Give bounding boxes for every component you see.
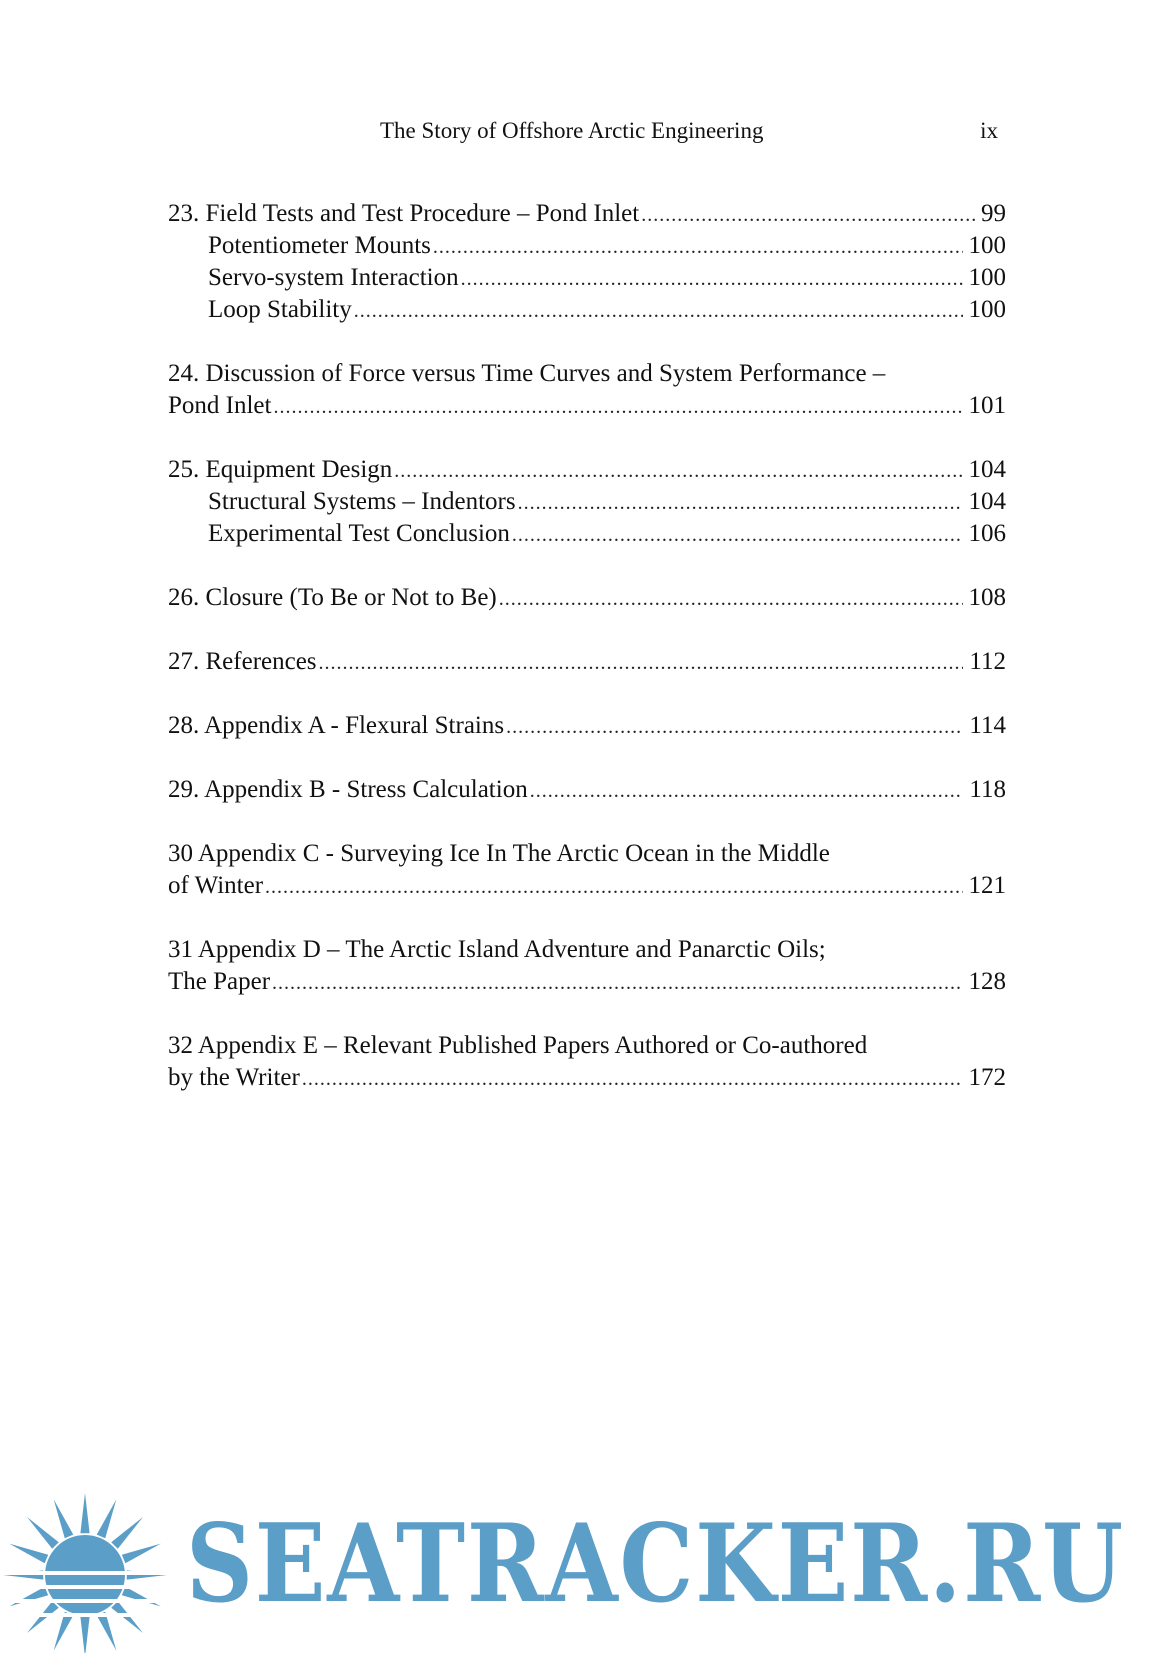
running-header-title: The Story of Offshore Arctic Engineering xyxy=(380,118,764,143)
toc-page-number: 128 xyxy=(968,968,1006,995)
toc-entry-line xyxy=(168,198,1006,230)
toc-subentry-line xyxy=(168,486,1006,518)
toc-entry-line xyxy=(168,966,1006,998)
toc-entry xyxy=(168,710,1006,742)
toc-entry-title: Loop Stability xyxy=(208,296,352,323)
dot-leader xyxy=(461,263,963,295)
page-number: ix xyxy=(980,118,998,143)
toc-page-number: 104 xyxy=(968,456,1006,483)
toc-page-number: 104 xyxy=(968,488,1006,515)
dot-leader xyxy=(518,487,963,519)
toc-entry-title: 23. Field Tests and Test Procedure – Pond Inlet xyxy=(168,200,640,227)
toc-page-number: 108 xyxy=(968,584,1006,611)
dot-leader xyxy=(433,231,963,263)
toc-page-number: 100 xyxy=(968,264,1006,291)
dot-leader xyxy=(354,295,963,327)
toc-entry xyxy=(168,198,1006,326)
toc-entry-line xyxy=(168,390,1006,422)
toc-subentry-line xyxy=(168,230,1006,262)
toc-entry-line xyxy=(168,358,1006,390)
dot-leader xyxy=(265,871,962,903)
toc-entry xyxy=(168,774,1006,806)
toc-entry-line xyxy=(168,870,1006,902)
toc-entry-title: Experimental Test Conclusion xyxy=(208,520,510,547)
table-of-contents xyxy=(168,198,1006,1126)
toc-subentry-line xyxy=(168,262,1006,294)
dot-leader xyxy=(394,455,962,487)
toc-subentry-line xyxy=(168,518,1006,550)
toc-entry-title: 24. Discussion of Force versus Time Curves and System Performance – xyxy=(168,360,886,387)
dot-leader xyxy=(272,967,962,999)
toc-entry-title: 28. Appendix A - Flexural Strains xyxy=(168,712,505,739)
toc-entry-line xyxy=(168,582,1006,614)
toc-page-number: 106 xyxy=(968,520,1006,547)
toc-entry-line xyxy=(168,454,1006,486)
toc-page-number: 101 xyxy=(968,392,1006,419)
sun-icon xyxy=(0,1485,175,1653)
dot-leader xyxy=(512,519,963,551)
toc-entry xyxy=(168,934,1006,998)
toc-entry-line xyxy=(168,838,1006,870)
dot-leader xyxy=(506,711,963,743)
dot-leader xyxy=(273,391,962,423)
toc-entry-line xyxy=(168,710,1006,742)
dot-leader xyxy=(302,1063,963,1095)
toc-entry-line xyxy=(168,646,1006,678)
toc-entry-line xyxy=(168,1062,1006,1094)
toc-entry-title: Structural Systems – Indentors xyxy=(208,488,516,515)
toc-page-number: 114 xyxy=(969,712,1006,739)
toc-entry xyxy=(168,646,1006,678)
toc-page-number: 99 xyxy=(981,200,1006,227)
toc-page-number: 172 xyxy=(968,1064,1006,1091)
dot-leader xyxy=(641,199,975,231)
toc-entry-title: 27. References xyxy=(168,648,317,675)
toc-entry-title: 32 Appendix E – Relevant Published Papers Authored or Co-authored xyxy=(168,1032,868,1059)
toc-page-number: 112 xyxy=(969,648,1006,675)
toc-entry-title: Servo-system Interaction xyxy=(208,264,459,291)
toc-entry-title: The Paper xyxy=(168,968,271,995)
toc-entry xyxy=(168,838,1006,902)
toc-subentry-line xyxy=(168,294,1006,326)
toc-page-number: 121 xyxy=(968,872,1006,899)
toc-entry-title: 29. Appendix B - Stress Calculation xyxy=(168,776,528,803)
dot-leader xyxy=(499,583,963,615)
dot-leader xyxy=(530,775,964,807)
toc-entry-title: Potentiometer Mounts xyxy=(208,232,431,259)
toc-entry-title: 26. Closure (To Be or Not to Be) xyxy=(168,584,497,611)
toc-page-number: 100 xyxy=(968,232,1006,259)
toc-entry-title: of Winter xyxy=(168,872,264,899)
toc-page-number: 118 xyxy=(969,776,1006,803)
toc-entry xyxy=(168,454,1006,550)
toc-entry-title: 31 Appendix D – The Arctic Island Adventure and Panarctic Oils; xyxy=(168,936,826,963)
toc-entry-title: Pond Inlet xyxy=(168,392,272,419)
toc-entry-title: by the Writer xyxy=(168,1064,300,1091)
toc-entry xyxy=(168,1030,1006,1094)
toc-entry-title: 30 Appendix C - Surveying Ice In The Arctic Ocean in the Middle xyxy=(168,840,830,867)
toc-page-number: 100 xyxy=(968,296,1006,323)
toc-entry-line xyxy=(168,934,1006,966)
toc-entry-title: 25. Equipment Design xyxy=(168,456,393,483)
dot-leader xyxy=(319,647,964,679)
running-header xyxy=(0,118,1170,152)
toc-entry xyxy=(168,582,1006,614)
watermark-text: SEATRACKER.RU xyxy=(186,1501,1125,1627)
toc-entry-line xyxy=(168,774,1006,806)
toc-entry-line xyxy=(168,1030,1006,1062)
toc-entry xyxy=(168,358,1006,422)
